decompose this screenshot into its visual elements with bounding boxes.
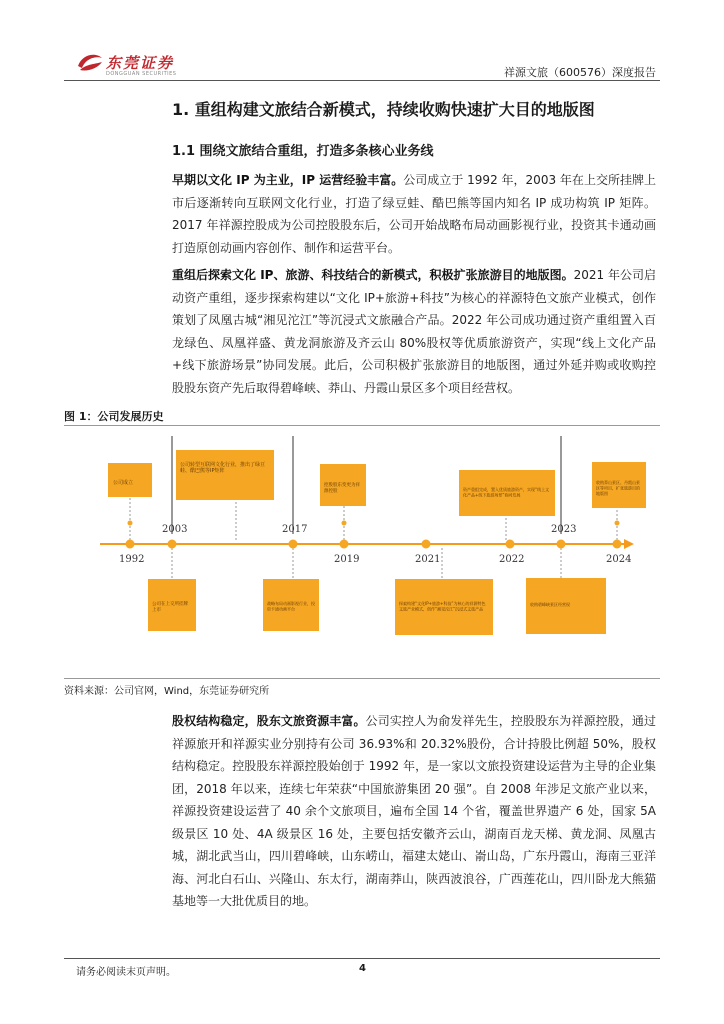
wrapped-line: 蛙、酷巴熊等IP矩阵 [180, 468, 225, 474]
wrapped-line: 收购碧峰峡景区经营权 [530, 602, 570, 607]
report-title-tag: 祥源文旅（600576）深度报告 [504, 66, 656, 79]
timeline-arrow-icon [624, 539, 634, 549]
milestone-dot-2022 [506, 540, 515, 549]
page-number: 4 [359, 963, 366, 974]
year-label-2023: 2023 [551, 524, 577, 535]
figure-title: 图 1：公司发展历史 [64, 410, 164, 423]
wrapped-line: 上市 [152, 608, 161, 613]
paragraph-1-body: 公司成立于 1992 年，2003 年在上交所挂牌上市后逐渐转向互联网文化行业，打造了绿豆蛙、酷巴熊等国内知名 IP 成功构筑 IP 矩阵。2017 年祥源控股成为公司控股股东后，公司开始战略布局动画影视行业，投资其卡通动画打造原创动画内容创作、制作和运营平台。 [172, 173, 656, 255]
paragraph-1-lead: 早期以文化 IP 为主业，IP 运营经验丰富。 [172, 173, 404, 187]
event-bottom-3-text [399, 600, 485, 612]
logo-text: 东莞证券 [106, 54, 175, 72]
event-box-top-2 [176, 450, 274, 500]
figure-bottom-rule [64, 678, 660, 679]
wrapped-line: 文旅产业模式，创作“湘见沱江”沉浸式文旅产品 [399, 606, 484, 612]
wrapped-line: 公司在上交所挂牌 [152, 602, 188, 607]
year-label-2017: 2017 [282, 524, 308, 535]
paragraph-2 [172, 264, 656, 399]
logo-subtext: DONGGUAN SECURITIES [106, 71, 177, 77]
paragraph-3-lead: 股权结构稳定，股东文旅资源丰富。 [172, 714, 366, 728]
milestone-dot-1992 [126, 540, 135, 549]
wrapped-line: 化产品+线下旅游场景”协同发展 [463, 492, 521, 498]
wrapped-line: 收购莽山景区、丹霞山景 [596, 480, 640, 485]
year-label-2021: 2021 [415, 554, 441, 565]
connector-dot-top-5 [615, 521, 620, 526]
year-label-2019: 2019 [334, 554, 360, 565]
paragraph-1 [172, 169, 656, 259]
milestone-dot-2024 [613, 540, 622, 549]
milestone-dot-2021 [422, 540, 431, 549]
wrapped-line: 公司转型互联网文化行业，推出了绿豆 [180, 462, 266, 468]
connector-dot-top-1 [128, 521, 133, 526]
figure-source: 资料来源：公司官网，Wind，东莞证券研究所 [64, 686, 270, 697]
wrapped-line: 地版图 [596, 491, 608, 496]
footer-divider [64, 958, 660, 959]
wrapped-line: 资产重组完成，置入优质旅游资产，实现“线上文 [463, 487, 550, 492]
subsection-heading: 1.1 围绕文旅结合重组，打造多条核心业务线 [172, 144, 434, 159]
year-label-2003: 2003 [162, 524, 188, 535]
year-label-2022: 2022 [499, 554, 525, 565]
milestone-dot-2003 [168, 540, 177, 549]
section-heading: 1. 重组构建文旅结合新模式，持续收购快速扩大目的地版图 [172, 100, 595, 119]
wrapped-line: 战略布局动画影视行业，投 [267, 601, 315, 606]
timeline-figure [64, 428, 660, 676]
paragraph-3 [172, 710, 656, 913]
paragraph-3-body: 公司实控人为俞发祥先生，控股股东为祥源控股，通过祥源旅开和祥源实业分别持有公司 36.93%和 20.32%股份，合计持股比例超 50%，股权结构稳定。控股股东祥源控股始创于 1992 年，是一家以文旅投资建设运营为主导的企业集团，2018 年以来，连续七年荣获“中国旅游集团 20 强”。自 2008 年涉足文旅产业以来，祥源投资建设运营了 40 余个文旅项目，遍布全国 14 个省，覆盖世界遗产 6 处，国家 5A 级景区 10 处、4A 级景区 16 处，主要包括安徽齐云山，湖南百龙天梯、黄龙洞、凤凰古城，湖北武当山，四川碧峰峡，山东崂山，福建太姥山、嵛山岛，广东丹霞山，海南三亚洋海、河北白石山、兴隆山、东太行，湖南莽山，陕西波浪谷，广西莲花山，四川卧龙大熊猫基地等一大批优质目的地。 [172, 714, 656, 908]
header-divider [64, 80, 660, 81]
milestone-dot-2017 [289, 540, 298, 549]
logo-mark-icon [76, 50, 104, 76]
paragraph-2-lead: 重组后探索文化 IP、旅游、科技结合的新模式，积极扩张旅游目的地版图。 [172, 268, 574, 282]
footer-disclaimer: 请务必阅读末页声明。 [76, 967, 176, 978]
wrapped-line: 控股股东变更为祥 [324, 483, 360, 488]
event-top-1-text: 公司成立 [113, 480, 134, 486]
connector-dot-top-3 [342, 521, 347, 526]
year-label-2024: 2024 [606, 554, 632, 565]
milestone-dot-2023 [557, 540, 566, 549]
wrapped-line: 探索构建“文化IP+旅游+科技”为核心的祥源特色 [399, 601, 486, 606]
company-logo [76, 50, 206, 84]
wrapped-line: 区等项目，扩张旅游目的 [596, 485, 640, 491]
milestone-dot-2019 [340, 540, 349, 549]
event-bottom-4-text [530, 601, 570, 607]
year-label-1992: 1992 [119, 554, 145, 565]
figure-top-rule [64, 425, 660, 426]
wrapped-line: 资卡通动画平台 [267, 606, 295, 612]
wrapped-line: 源控股 [324, 489, 338, 494]
paragraph-2-body: 2021 年公司启动资产重组，逐步探索构建以“文化 IP+旅游+科技”为核心的祥源特色文旅产业模式，创作策划了凤凰古城“湘见沱江”等沉浸式文旅融合产品。2022 年公司成功通过资产重组置入百龙绿色、凤凰祥盛、黄龙洞旅游及齐云山 80%股权等优质旅游资产，实现“线上文化产品+线下旅游场景”协同发展。此后，公司积极扩张旅游目的地版图，通过外延并购或收购控股股东资产先后取得碧峰峡、莽山、丹霞山景区多个项目经营权。 [172, 268, 656, 395]
